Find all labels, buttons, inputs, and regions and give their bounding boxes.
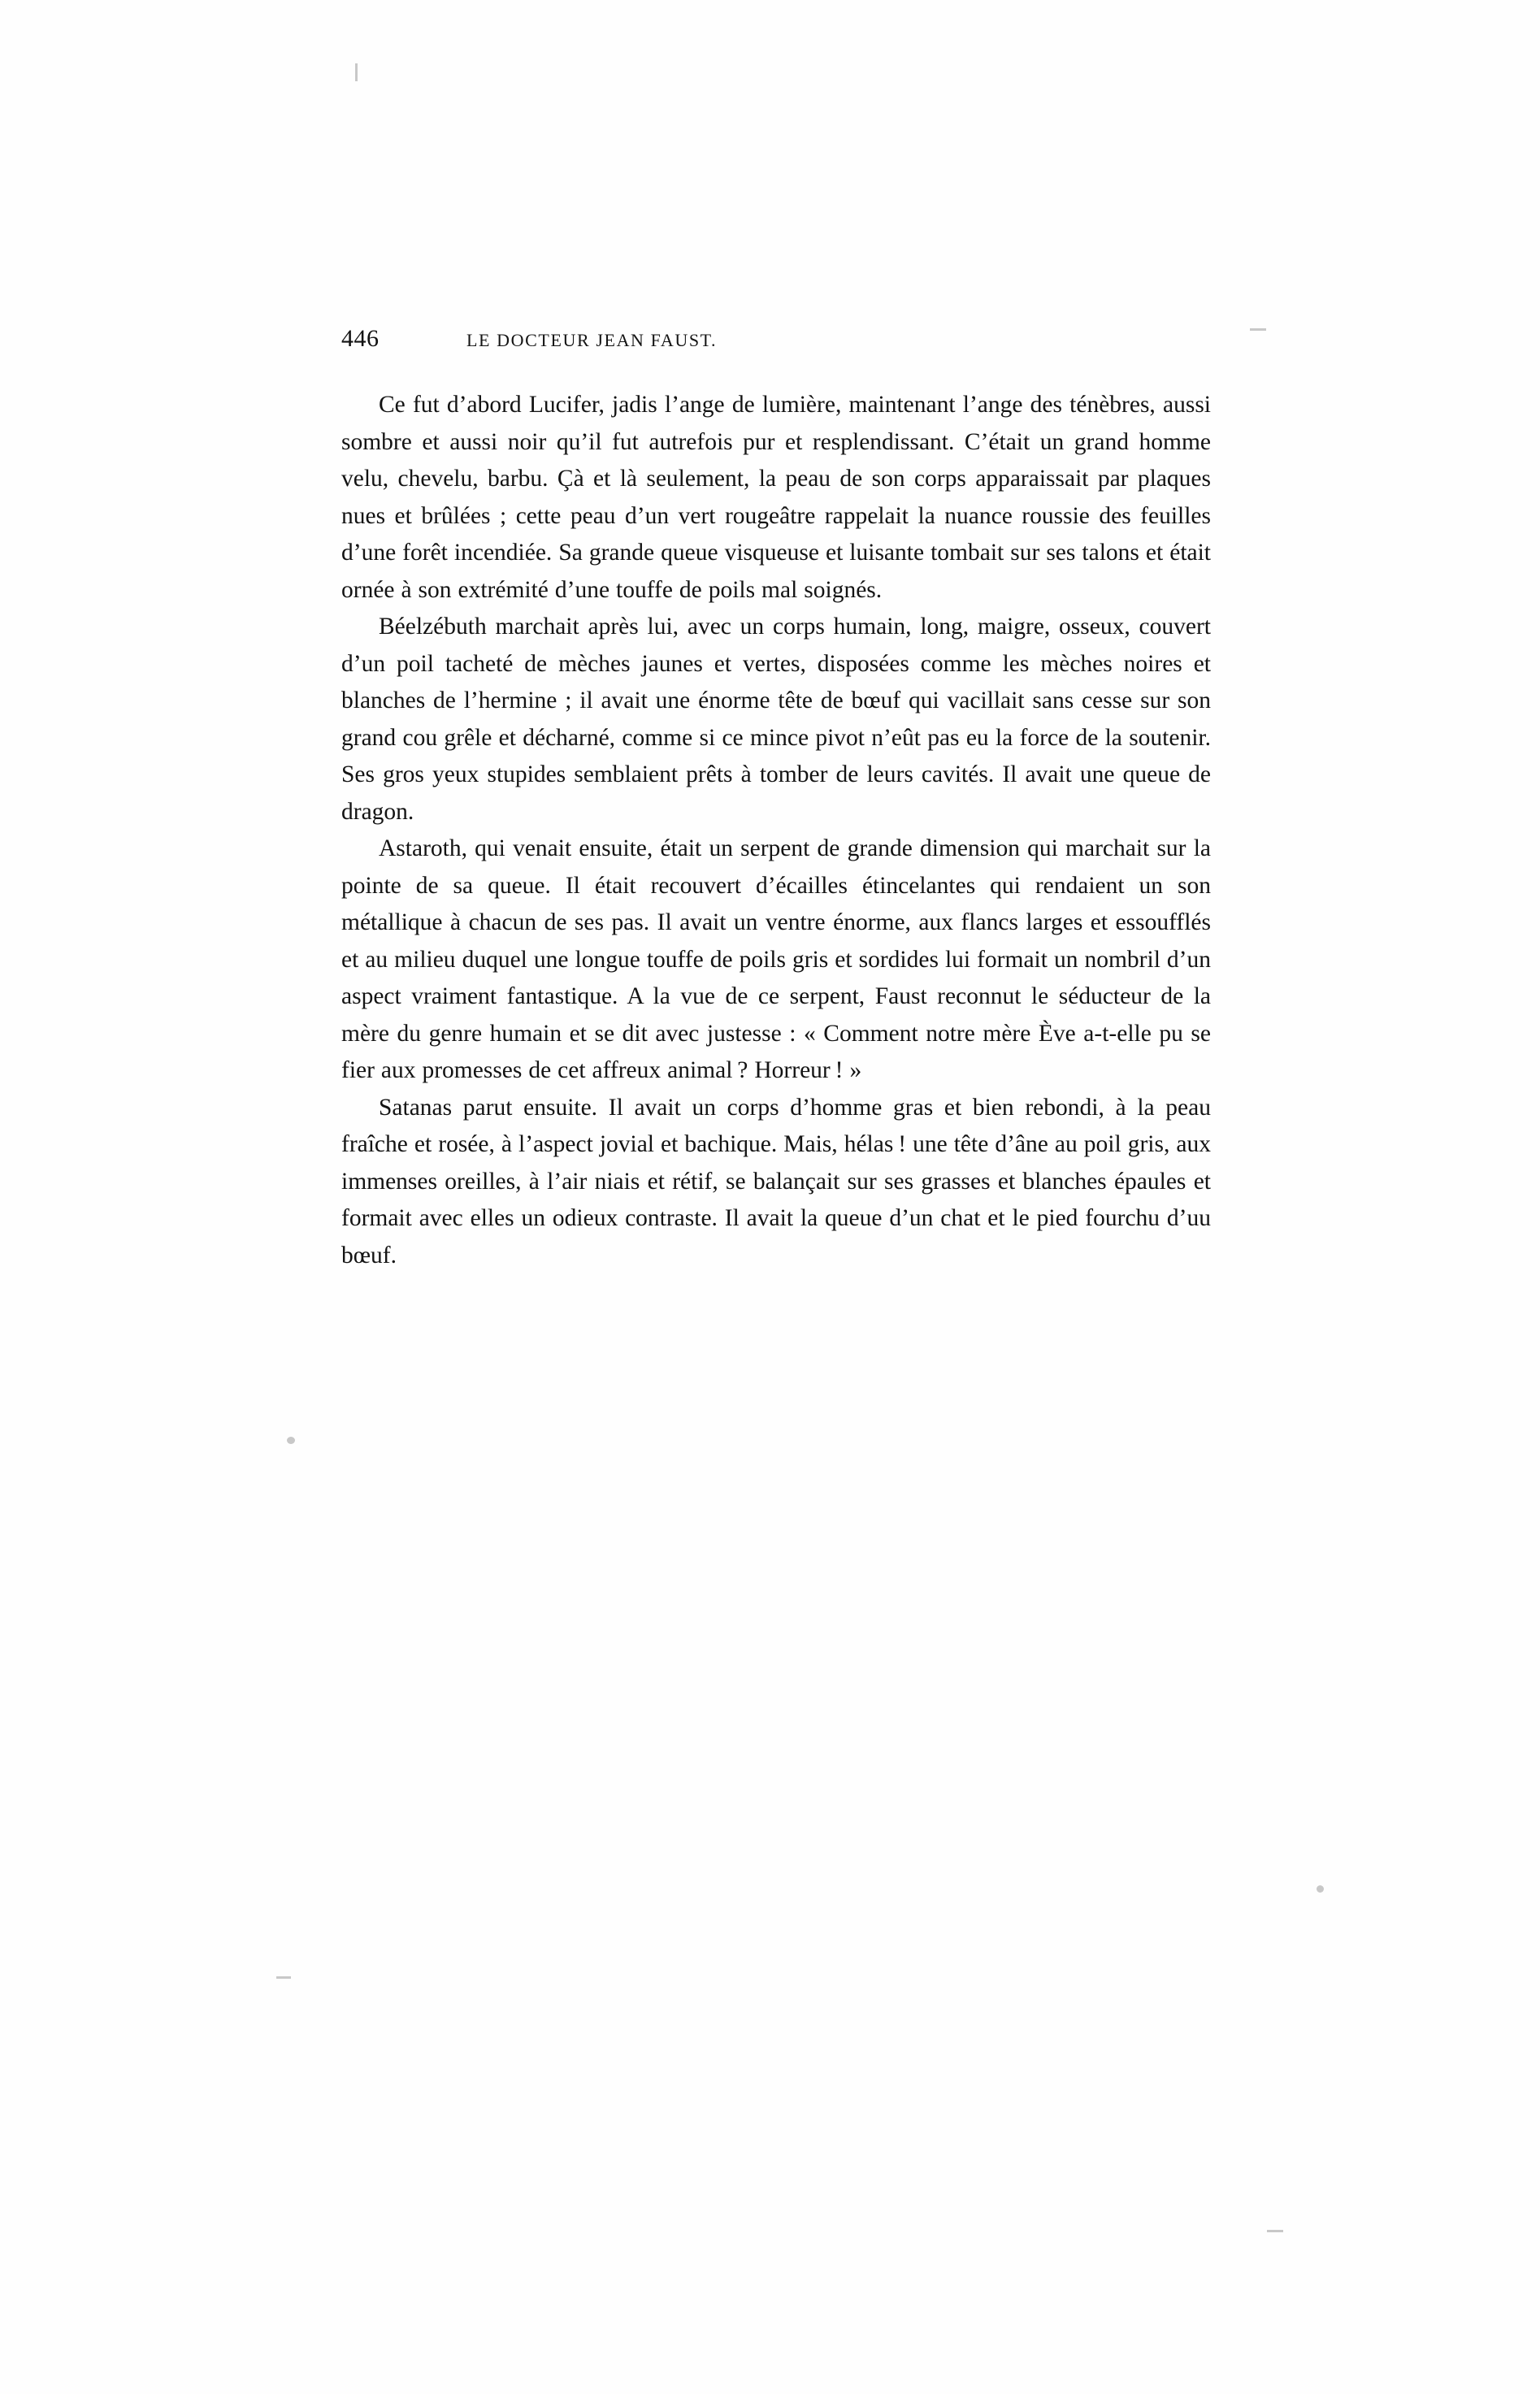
- page-number: 446: [341, 325, 380, 352]
- running-head: LE DOCTEUR JEAN FAUST.: [466, 330, 718, 350]
- scan-artifact-speck: [355, 63, 358, 81]
- paragraph: Béelzébuth marchait après lui, avec un corps humain, long, maigre, osseux, couvert d’un poil tacheté de mèches jaunes et vertes, disposées comme les mèches noires et blanches de l’hermine ; il avait une énorme tête de bœuf qui vacillait sans cesse sur son grand cou grêle et décharné, comme si ce mince pivot n’eût pas eu la force de la soutenir. Ses gros yeux stupides semblaient prêts à tomber de leurs cavités. Il avait une queue de dragon.: [341, 614, 1211, 825]
- paragraph: Astaroth, qui venait ensuite, était un serpent de grande dimension qui marchait sur la pointe de sa queue. Il était recouvert d’écailles étincelantes qui rendaient un son métallique à chacun de ses pas. Il avait un ventre énorme, aux flancs larges et essoufflés et au milieu duquel une longue touffe de poils gris et sordides lui formait un nombril d’un aspect vraiment fantastique. A la vue de ce serpent, Faust reconnut le séducteur de la mère du genre humain et se dit avec justesse : « Comment notre mère Ève a-t-elle pu se fier aux promesses de cet affreux animal ? Horreur ! »: [341, 835, 1211, 1083]
- paragraph: Ce fut d’abord Lucifer, jadis l’ange de lumière, maintenant l’ange des ténèbres, aussi sombre et aussi noir qu’il fut autrefois pur et resplendissant. C’était un grand homme velu, chevelu, barbu. Çà et là seulement, la peau de son corps apparaissait par plaques nues et brûlées ; cette peau d’un vert rougeâtre rappelait la nuance roussie des feuilles d’une forêt incendiée. Sa grande queue visqueuse et luisante tombait sur ses talons et était ornée à son extrémité d’une touffe de poils mal soignés.: [341, 392, 1211, 603]
- paragraph: Satanas parut ensuite. Il avait un corps d’homme gras et bien rebondi, à la peau fraîche et rosée, à l’aspect jovial et bachique. Mais, hélas ! une tête d’âne au poil gris, aux immenses oreilles, à l’air niais et rétif, se balançait sur ses grasses et blanches épaules et formait avec elles un odieux contraste. Il avait la queue d’un chat et le pied fourchu d’uu bœuf.: [341, 1094, 1211, 1269]
- scan-artifact-speck: [1317, 1885, 1324, 1893]
- page-header: [341, 325, 1211, 353]
- scan-artifact-speck: [1267, 2230, 1283, 2232]
- page-text-block: [341, 325, 1211, 1274]
- scan-artifact-speck: [276, 1976, 291, 1979]
- scan-artifact-speck: [1250, 328, 1266, 331]
- scan-artifact-speck: [287, 1437, 295, 1444]
